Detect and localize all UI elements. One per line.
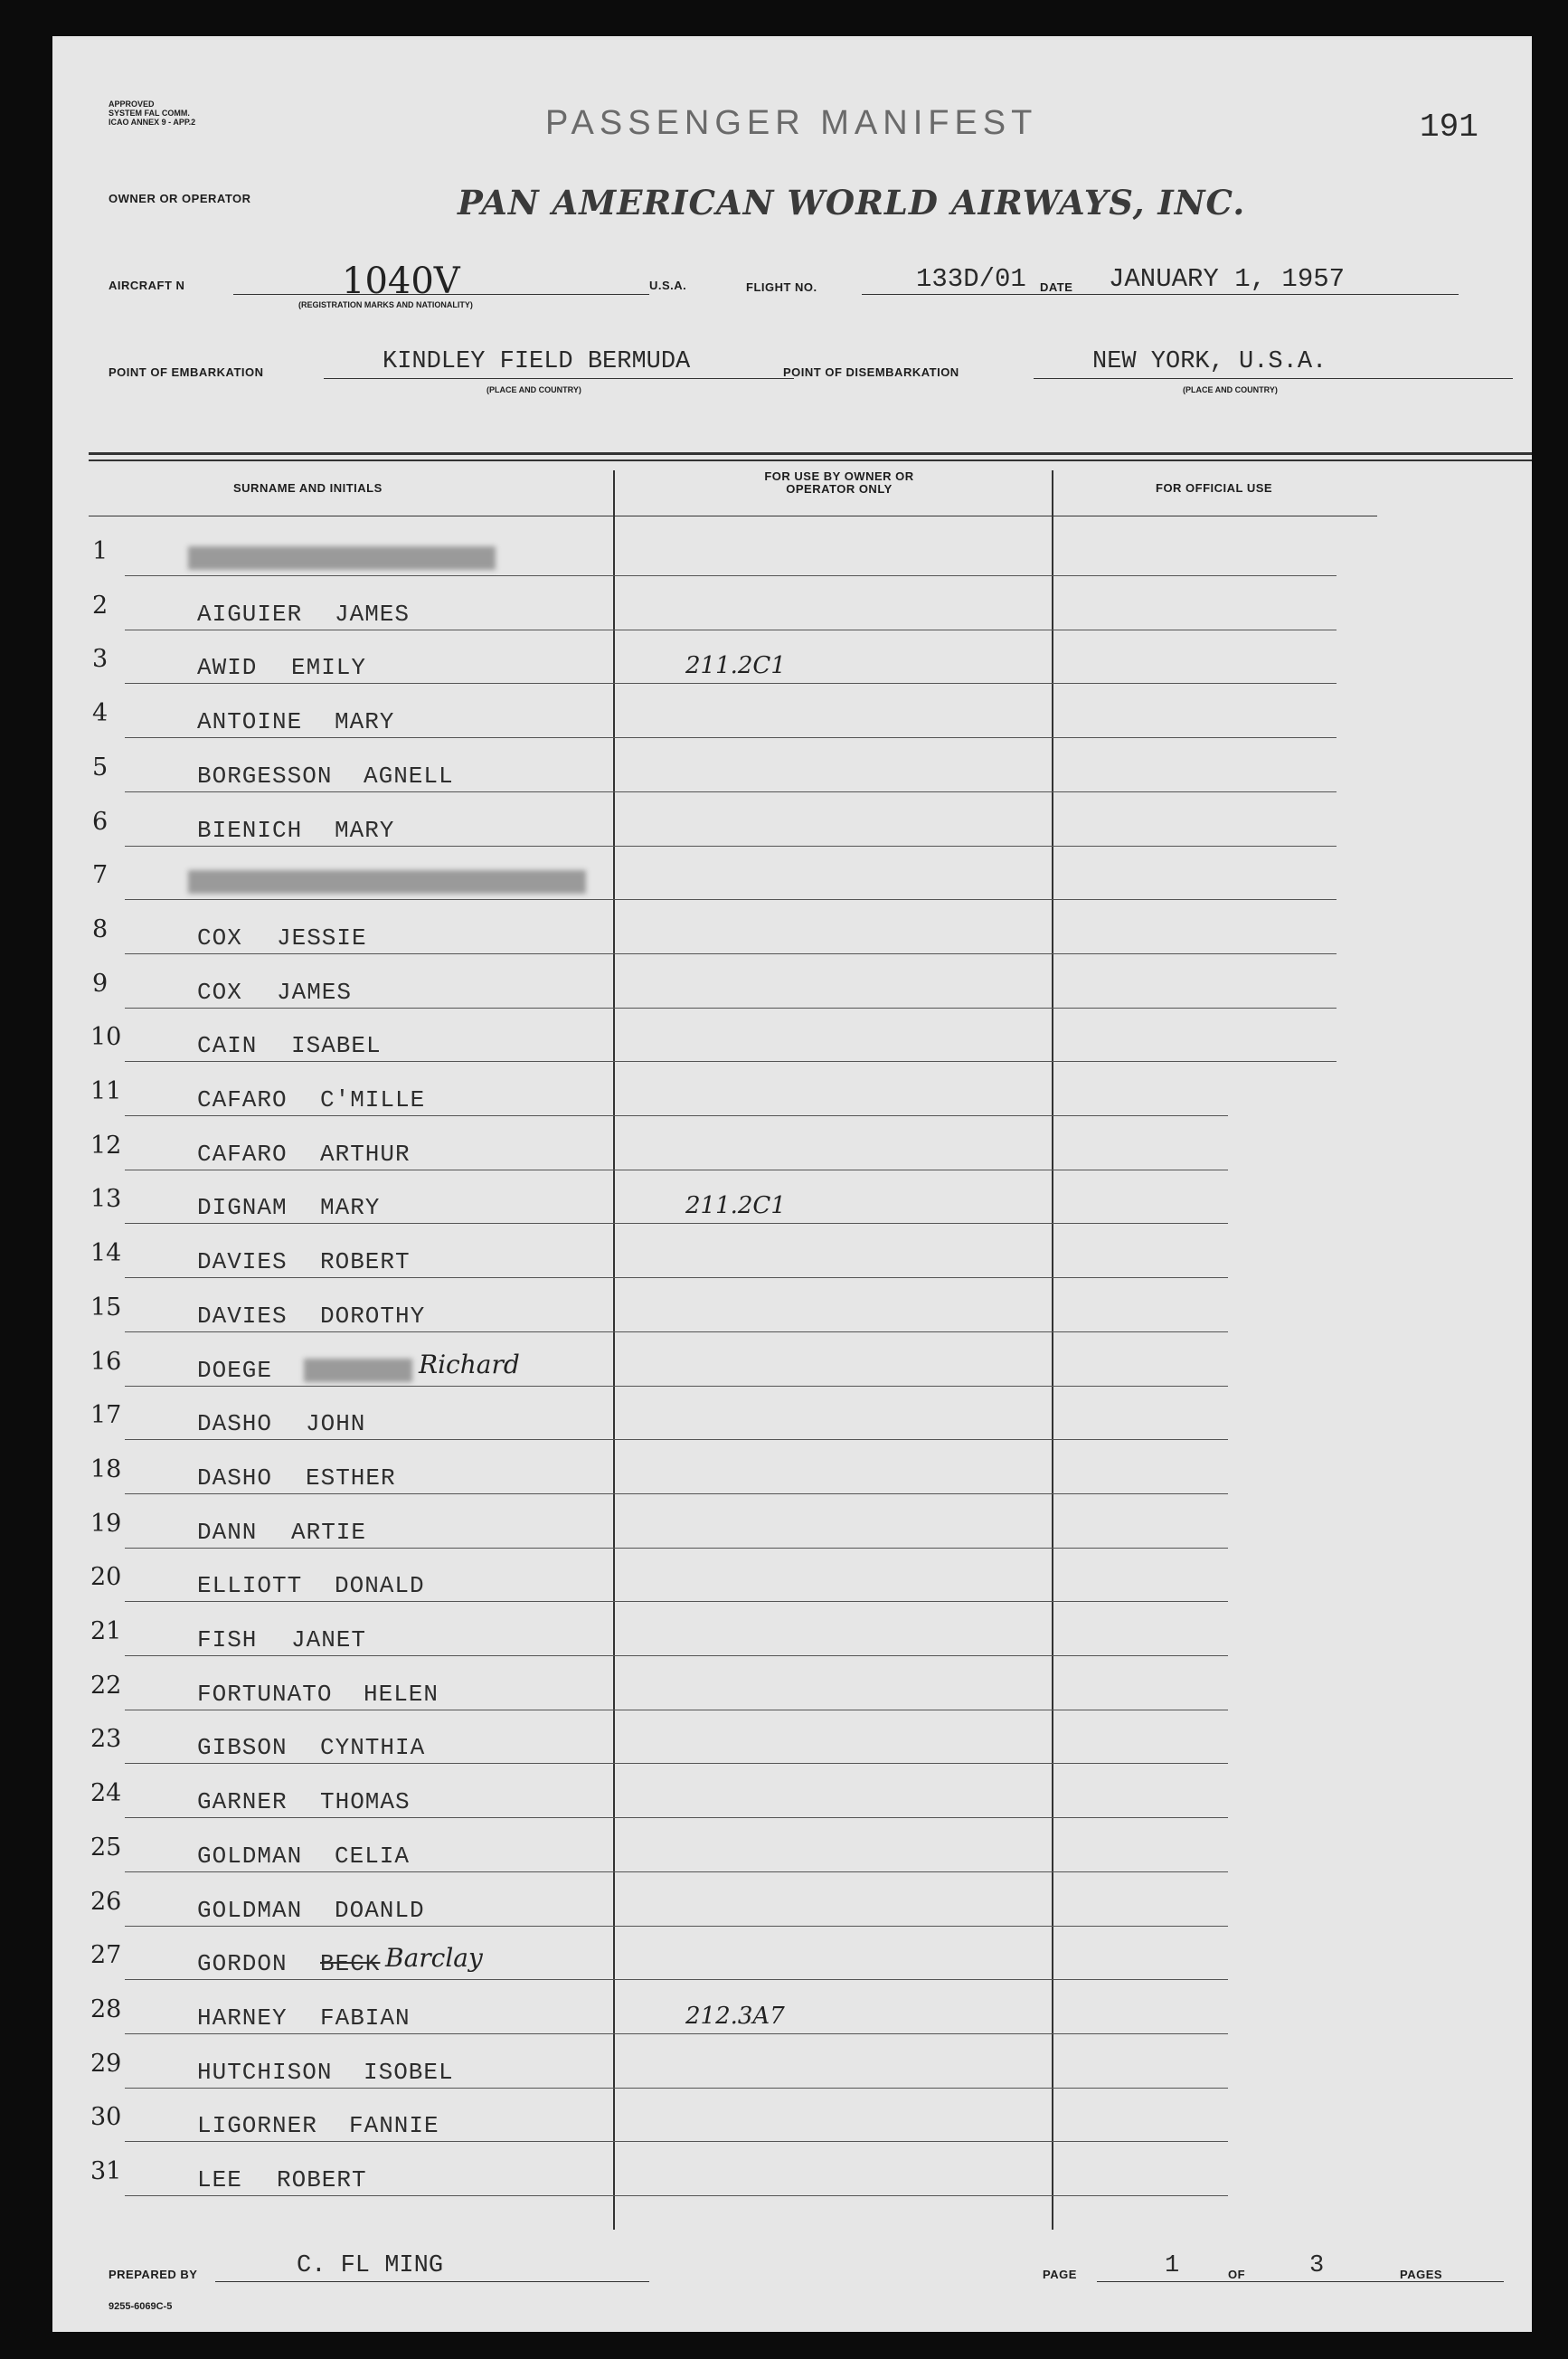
row-rule xyxy=(125,1115,1228,1116)
aircraft-label: AIRCRAFT N xyxy=(109,279,185,292)
operator-code-note: 211.2C1 xyxy=(685,652,786,680)
manifest-sheet xyxy=(52,36,1532,2332)
passenger-surname: DAVIES xyxy=(197,1302,288,1330)
passenger-given-name: ARTIE xyxy=(291,1518,367,1546)
operator-code-note: 212.3A7 xyxy=(685,2002,785,2030)
form-code-line: SYSTEM FAL COMM. xyxy=(109,109,190,118)
passenger-surname: FORTUNATO xyxy=(197,1680,333,1708)
flight-line xyxy=(862,294,1459,295)
row-number: 26 xyxy=(90,1887,122,1916)
passenger-given-name: C'MILLE xyxy=(320,1086,426,1113)
embarkation-point: KINDLEY FIELD BERMUDA xyxy=(383,348,691,375)
passenger-given-name: HELEN xyxy=(364,1680,439,1708)
row-rule xyxy=(125,1601,1228,1602)
disembarkation-point: NEW YORK, U.S.A. xyxy=(1092,348,1327,375)
row-rule xyxy=(125,2141,1228,2142)
row-rule xyxy=(125,2088,1228,2089)
row-rule xyxy=(125,1386,1228,1387)
handwritten-correction: Richard xyxy=(419,1349,520,1379)
form-code-line: ICAO ANNEX 9 - APP.2 xyxy=(109,118,196,127)
page-total: 3 xyxy=(1309,2252,1325,2279)
row-rule xyxy=(125,1979,1228,1980)
row-rule xyxy=(125,1763,1228,1764)
passenger-surname: GOLDMAN xyxy=(197,1896,303,1924)
form-number: 9255-6069C-5 xyxy=(109,2301,173,2312)
passenger-given-name: BECK xyxy=(320,1950,381,1978)
row-number: 7 xyxy=(92,861,109,890)
passenger-surname: LIGORNER xyxy=(197,2112,317,2140)
passenger-surname: CAFARO xyxy=(197,1086,288,1113)
row-number: 28 xyxy=(90,1994,122,2023)
passenger-given-name: CYNTHIA xyxy=(320,1734,426,1762)
row-number: 6 xyxy=(92,807,109,836)
row-number: 20 xyxy=(90,1563,122,1592)
row-rule xyxy=(125,1655,1228,1656)
passenger-surname: GIBSON xyxy=(197,1734,288,1762)
passenger-given-name: EMILY xyxy=(291,654,367,682)
passenger-surname: DASHO xyxy=(197,1410,273,1438)
row-rule xyxy=(125,2033,1228,2034)
row-number: 12 xyxy=(90,1131,122,1160)
row-rule xyxy=(125,575,1337,576)
row-number: 24 xyxy=(90,1779,122,1808)
passenger-given-name: JAMES xyxy=(335,600,411,628)
of-label: OF xyxy=(1228,2268,1246,2281)
table-top-rule xyxy=(89,452,1532,455)
embark-sub: (PLACE AND COUNTRY) xyxy=(486,385,581,394)
column-header-official-use: FOR OFFICIAL USE xyxy=(1156,481,1273,495)
operator-code-note: 211.2C1 xyxy=(685,1192,786,1220)
passenger-given-name: ROBERT xyxy=(320,1248,411,1276)
passenger-surname: HUTCHISON xyxy=(197,2058,333,2086)
column-header-surname: SURNAME AND INITIALS xyxy=(233,481,383,495)
row-number: 9 xyxy=(92,969,109,998)
row-number: 3 xyxy=(92,645,109,674)
passenger-given-name: MARY xyxy=(335,816,395,844)
page-line xyxy=(1097,2281,1504,2282)
row-rule xyxy=(125,1871,1228,1872)
disembark-line xyxy=(1034,378,1513,379)
prepared-by-name: C. FL MING xyxy=(297,2252,444,2279)
passenger-surname: BIENICH xyxy=(197,816,303,844)
row-number: 17 xyxy=(90,1401,122,1430)
page-label: PAGE xyxy=(1043,2268,1077,2281)
page-number: 1 xyxy=(1165,2252,1180,2279)
passenger-given-name: ISOBEL xyxy=(364,2058,454,2086)
embark-line xyxy=(324,378,794,379)
passenger-surname: DASHO xyxy=(197,1464,273,1492)
passenger-given-name: ARTHUR xyxy=(320,1140,411,1168)
passenger-surname: GOLDMAN xyxy=(197,1842,303,1870)
passenger-given-name: MARY xyxy=(320,1194,381,1222)
passenger-given-name: JESSIE xyxy=(277,924,367,952)
passenger-given-name: AGNELL xyxy=(364,762,454,790)
row-number: 22 xyxy=(90,1671,122,1700)
handwritten-correction: Barclay xyxy=(385,1943,483,1974)
row-number: 16 xyxy=(90,1347,122,1376)
table-top-rule-inner xyxy=(89,459,1532,461)
row-number: 4 xyxy=(92,699,109,728)
row-rule xyxy=(125,1061,1337,1062)
owner-label: OWNER OR OPERATOR xyxy=(109,192,251,205)
row-number: 18 xyxy=(90,1454,122,1483)
row-number: 31 xyxy=(90,2157,122,2185)
row-number: 25 xyxy=(90,1833,122,1862)
passenger-surname: LEE xyxy=(197,2166,242,2193)
passenger-surname: FISH xyxy=(197,1626,258,1653)
row-number: 23 xyxy=(90,1725,122,1754)
passenger-given-name: ESTHER xyxy=(306,1464,396,1492)
row-rule xyxy=(125,1493,1228,1494)
aircraft-registration: 1040V xyxy=(342,261,460,302)
row-number: 30 xyxy=(90,2103,122,2132)
passenger-given-name: CELIA xyxy=(335,1842,411,1870)
row-number: 10 xyxy=(90,1023,122,1052)
form-approval-code xyxy=(109,99,195,127)
passenger-surname: CAFARO xyxy=(197,1140,288,1168)
page-reference-number: 191 xyxy=(1420,109,1478,146)
row-rule xyxy=(125,1439,1228,1440)
row-number: 14 xyxy=(90,1239,122,1268)
page-title: PASSENGER MANIFEST xyxy=(545,104,1038,142)
date-label: DATE xyxy=(1040,280,1073,294)
passenger-given-name: FANNIE xyxy=(349,2112,439,2140)
operator-name: PAN AMERICAN WORLD AIRWAYS, INC. xyxy=(458,183,1246,223)
prepared-by-line xyxy=(215,2281,649,2282)
passenger-given-name: DOANLD xyxy=(335,1896,425,1924)
row-rule xyxy=(125,1548,1228,1549)
row-rule xyxy=(125,846,1337,847)
passenger-surname: ELLIOTT xyxy=(197,1572,303,1600)
passenger-given-name: THOMAS xyxy=(320,1788,411,1816)
passenger-given-name: JANET xyxy=(291,1626,367,1653)
form-code-line: APPROVED xyxy=(109,99,155,109)
passenger-given-name: ROBERT xyxy=(277,2166,367,2193)
flight-number: 133D/01 xyxy=(916,264,1026,294)
row-number: 15 xyxy=(90,1293,122,1322)
disembark-sub: (PLACE AND COUNTRY) xyxy=(1183,385,1278,394)
passenger-given-name: JOHN xyxy=(306,1410,366,1438)
row-number: 29 xyxy=(90,2049,122,2078)
passenger-surname: BORGESSON xyxy=(197,762,333,790)
row-number: 19 xyxy=(90,1509,122,1538)
row-rule xyxy=(125,1277,1228,1278)
passenger-surname: AWID xyxy=(197,654,258,682)
redacted-name xyxy=(304,1359,412,1382)
pages-label: PAGES xyxy=(1400,2268,1443,2281)
row-rule xyxy=(125,1926,1228,1927)
passenger-surname: AIGUIER xyxy=(197,600,303,628)
passenger-surname: COX xyxy=(197,978,242,1006)
passenger-surname: GARNER xyxy=(197,1788,288,1816)
row-rule xyxy=(125,953,1337,954)
column-divider-left xyxy=(613,470,615,2230)
passenger-surname: DANN xyxy=(197,1518,258,1546)
column-divider-right xyxy=(1052,470,1053,2230)
row-number: 1 xyxy=(92,537,109,565)
passenger-surname: COX xyxy=(197,924,242,952)
passenger-surname: CAIN xyxy=(197,1032,258,1060)
row-rule xyxy=(125,899,1337,900)
row-number: 21 xyxy=(90,1617,122,1645)
row-rule xyxy=(125,737,1337,738)
embark-label: POINT OF EMBARKATION xyxy=(109,365,264,379)
passenger-given-name: DOROTHY xyxy=(320,1302,426,1330)
row-rule xyxy=(125,683,1337,684)
passenger-given-name: ISABEL xyxy=(291,1032,382,1060)
row-number: 2 xyxy=(92,591,109,620)
redacted-name xyxy=(188,546,496,570)
passenger-given-name: MARY xyxy=(335,708,395,736)
row-rule xyxy=(125,2195,1228,2196)
redacted-name xyxy=(188,870,586,894)
row-number: 13 xyxy=(90,1185,122,1214)
passenger-surname: ANTOINE xyxy=(197,708,303,736)
row-rule xyxy=(125,1331,1228,1332)
passenger-surname: GORDON xyxy=(197,1950,288,1978)
passenger-surname: HARNEY xyxy=(197,2004,288,2032)
row-number: 5 xyxy=(92,753,109,782)
flight-label: FLIGHT NO. xyxy=(746,280,817,294)
column-header-owner-use: FOR USE BY OWNER OR OPERATOR ONLY xyxy=(764,469,914,496)
passenger-surname: DIGNAM xyxy=(197,1194,288,1222)
passenger-given-name: JAMES xyxy=(277,978,353,1006)
row-number: 8 xyxy=(92,914,109,943)
row-number: 27 xyxy=(90,1941,122,1970)
row-rule xyxy=(125,1223,1228,1224)
row-rule xyxy=(125,791,1337,792)
disembark-label: POINT OF DISEMBARKATION xyxy=(783,365,959,379)
passenger-given-name: FABIAN xyxy=(320,2004,411,2032)
usa-label: U.S.A. xyxy=(649,279,687,292)
row-number: 11 xyxy=(90,1077,122,1105)
passenger-given-name: DONALD xyxy=(335,1572,425,1600)
flight-date: JANUARY 1, 1957 xyxy=(1109,264,1346,294)
prepared-by-label: PREPARED BY xyxy=(109,2268,198,2281)
passenger-surname: DAVIES xyxy=(197,1248,288,1276)
aircraft-sub: (REGISTRATION MARKS AND NATIONALITY) xyxy=(298,300,473,309)
passenger-surname: DOEGE xyxy=(197,1356,273,1384)
row-rule xyxy=(125,1817,1228,1818)
row-rule xyxy=(125,1008,1337,1009)
